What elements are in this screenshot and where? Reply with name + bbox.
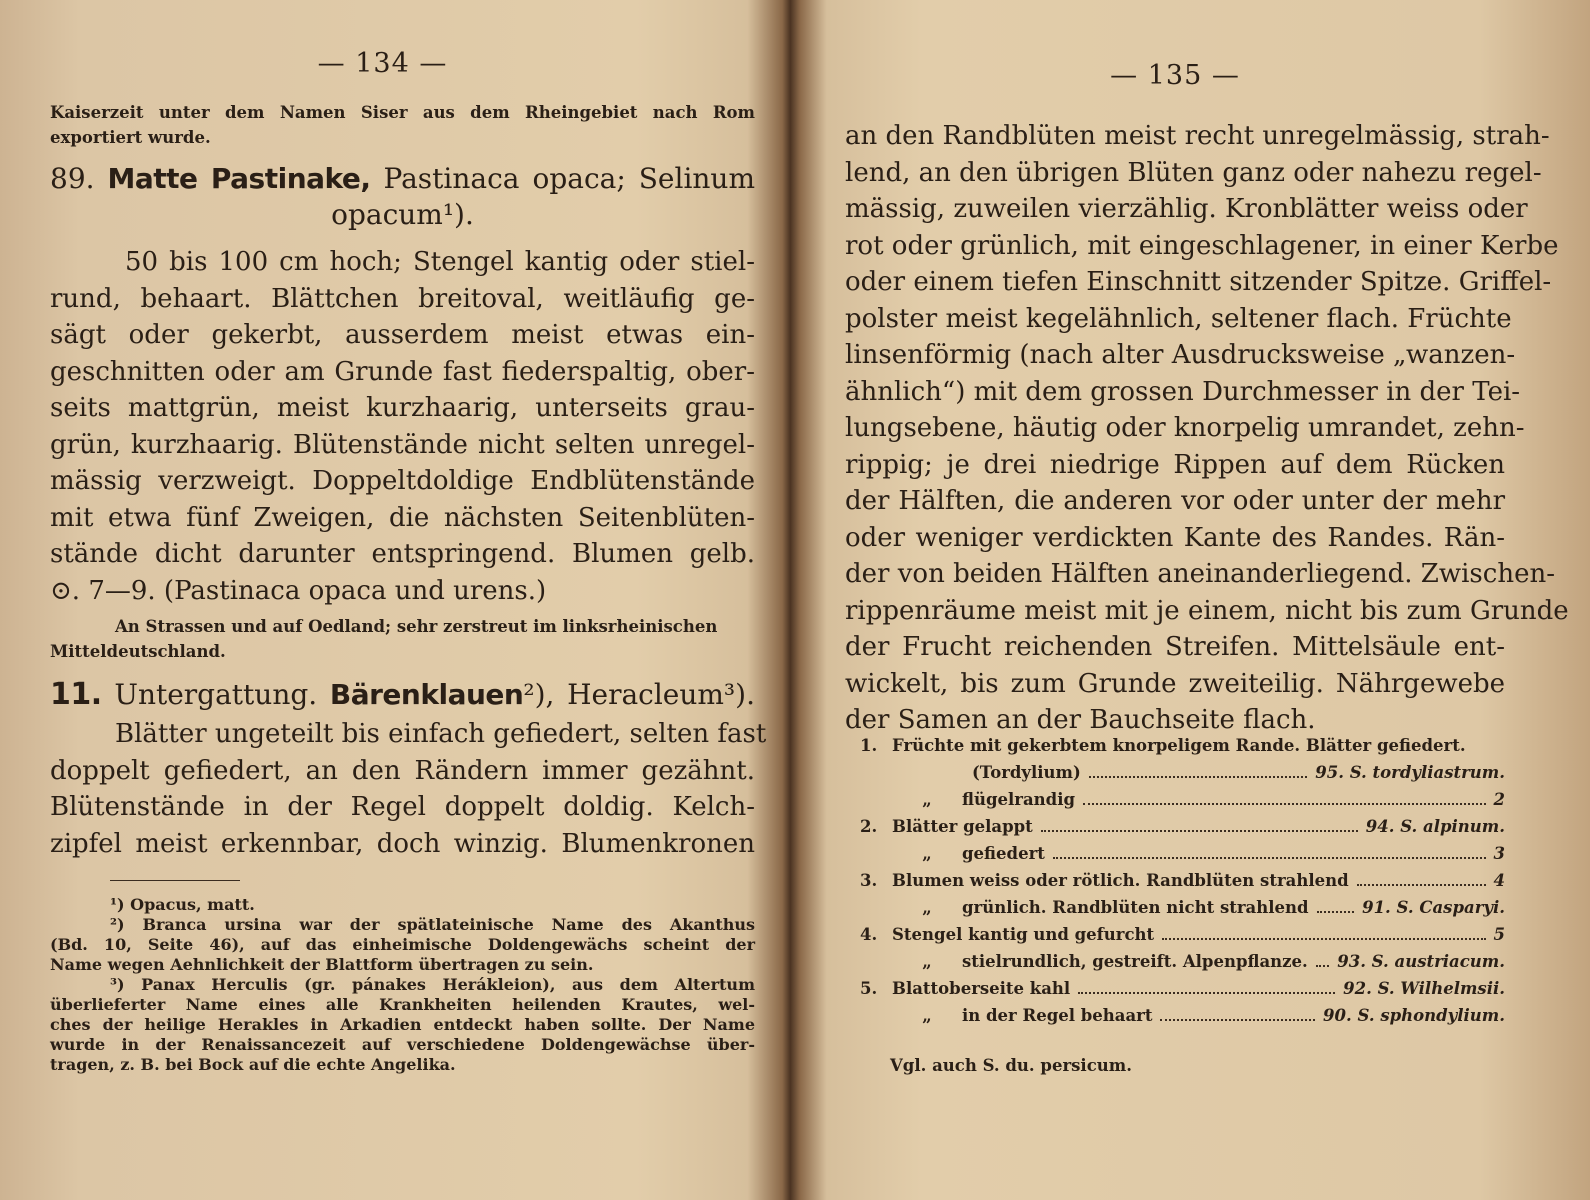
key-leader-dots — [1083, 803, 1485, 805]
key-text: stielrundlich, gestreift. Alpenpflanze. — [962, 952, 1308, 971]
key-text: Stengel kantig und gefurcht — [892, 925, 1155, 944]
intro-paragraph — [50, 100, 755, 150]
body-line: der von beiden Hälften aneinanderliegend. Zwischen- — [845, 559, 1555, 589]
body-line: der Frucht reichenden Streifen. Mittelsäule ent- — [845, 632, 1505, 662]
body-line: rot oder grünlich, mit eingeschlagener, in einer Kerbe — [845, 230, 1559, 261]
key-result: 3 — [1493, 844, 1505, 863]
footnote-3-cont: ches der heilige Herakles in Arkadien entdeckt haben sollte. Der Name — [50, 1015, 755, 1034]
subgenus-description — [50, 716, 767, 862]
desc-line: grün, kurzhaarig. Blütenstände nicht selten unregel- — [50, 429, 755, 460]
subgenus-name: Bärenklauen — [329, 678, 524, 711]
key-result: 92. S. Wilhelmsii. — [1343, 979, 1505, 998]
key-result: 2 — [1493, 790, 1505, 809]
subgenus-heading — [50, 676, 755, 714]
key-row — [860, 894, 1505, 921]
key-text: gefiedert — [962, 844, 1045, 863]
key-row — [860, 840, 1505, 867]
desc-line: geschnitten oder am Grunde fast fiederspaltig, ober- — [50, 356, 755, 387]
body-line: polster meist kegelähnlich, seltener flach. Früchte — [845, 303, 1512, 334]
body-line: der Hälften, die anderen vor oder unter der mehr — [845, 486, 1505, 516]
key-number: 3. — [860, 871, 878, 890]
genus-line: Blätter ungeteilt bis einfach gefiedert, selten fast — [115, 719, 767, 749]
key-leader-dots — [1357, 884, 1486, 886]
footnote-3-cont: tragen, z. B. bei Bock auf die echte Angelika. — [50, 1055, 456, 1074]
key-row — [860, 786, 1505, 813]
species-latin-name: Pastinaca opaca; Selinum — [383, 162, 756, 195]
body-line: oder einem tiefen Einschnitt sitzender Spitze. Griffel- — [845, 267, 1552, 297]
right-page — [845, 0, 1569, 1200]
key-number: 5. — [860, 979, 878, 998]
body-line: lungsebene, häutig oder knorpelig umrandet, zehn- — [845, 413, 1525, 443]
desc-line: mässig verzweigt. Doppeltdoldige Endblütenstände — [50, 466, 755, 496]
body-line: wickelt, bis zum Grunde zweiteilig. Nährgewebe — [845, 668, 1505, 699]
key-number: 2. — [860, 817, 878, 836]
left-page — [50, 0, 767, 1200]
intro-line: exportiert wurde. — [50, 128, 211, 147]
desc-line: seits mattgrün, meist kurzhaarig, unterseits grau- — [50, 393, 755, 423]
key-text: in der Regel behaart — [962, 1006, 1153, 1025]
genus-line: doppelt gefiedert, an den Rändern immer gezähnt. — [50, 755, 755, 786]
key-ditto-mark: „ — [922, 952, 932, 971]
body-line: oder weniger verdickten Kante des Randes. Rän- — [845, 522, 1505, 553]
key-ditto-mark: „ — [922, 790, 932, 809]
key-row — [860, 867, 1505, 894]
key-result: 91. S. Casparyi. — [1362, 898, 1505, 917]
body-line: rippenräume meist mit je einem, nicht bis zum Grunde — [845, 595, 1569, 626]
key-text: Blattoberseite kahl — [892, 979, 1071, 998]
body-line: der Samen an der Bauchseite flach. — [845, 705, 1316, 735]
key-text: Früchte mit gekerbtem knorpeligem Rande. Blätter gefiedert. — [892, 736, 1466, 755]
key-text: Blätter gelappt — [892, 817, 1033, 836]
habitat-line: Mitteldeutschland. — [50, 642, 226, 661]
key-ditto-mark: „ — [922, 898, 932, 917]
determination-key — [860, 732, 1505, 1029]
species-latin-name-cont: opacum¹). — [331, 198, 474, 231]
page-number-134: — 134 — — [317, 48, 448, 79]
habitat-paragraph — [50, 614, 755, 664]
species-89-heading-line — [50, 160, 755, 198]
footnote-3: ³) Panax Herculis (gr. pánakes Herákleion), aus dem Altertum — [110, 975, 755, 994]
species-89-description — [50, 244, 755, 609]
key-result: 95. S. tordyliastrum. — [1315, 763, 1505, 782]
footnote-3-cont: überlieferter Name eines alle Krankheiten heilenden Krautes, wel- — [50, 995, 755, 1014]
genus-description-cont — [845, 118, 1569, 739]
subgenus-heading-line — [50, 676, 755, 714]
subgenus-number: 11. — [50, 677, 102, 712]
key-leader-dots — [1162, 938, 1485, 940]
desc-line: mit etwa fünf Zweigen, die nächsten Seitenblüten- — [50, 502, 755, 533]
body-line: linsenförmig (nach alter Ausdrucksweise „wanzen- — [845, 340, 1516, 370]
footnote-2-cont: (Bd. 10, Seite 46), auf das einheimische Doldengewächs scheint der — [50, 935, 755, 954]
footnotes — [50, 862, 755, 1075]
body-line: an den Randblüten meist recht unregelmässig, strah- — [845, 121, 1550, 151]
key-row — [860, 732, 1505, 759]
key-text: flügelrandig — [962, 790, 1076, 809]
page-number-135: — 135 — — [1110, 60, 1240, 91]
key-number: 4. — [860, 925, 878, 944]
desc-line: stände dicht darunter entspringend. Blumen gelb. — [50, 539, 755, 569]
species-common-name: Matte Pastinake, — [107, 162, 371, 195]
body-line: rippig; je drei niedrige Rippen auf dem Rücken — [845, 449, 1505, 480]
body-line: ähnlich“) mit dem grossen Durchmesser in der Tei- — [845, 376, 1521, 407]
footnote-2-cont: Name wegen Aehnlichkeit der Blattform übertragen zu sein. — [50, 955, 594, 974]
key-result: 94. S. alpinum. — [1365, 817, 1505, 836]
key-row — [860, 921, 1505, 948]
subgenus-label: Untergattung. — [114, 678, 318, 711]
desc-line: ⊙. 7—9. (Pastinaca opaca und urens.) — [50, 575, 547, 606]
key-row — [860, 1002, 1505, 1029]
key-leader-dots — [1316, 965, 1329, 967]
key-number: 1. — [860, 736, 878, 755]
desc-line: rund, behaart. Blättchen breitoval, weitläufig ge- — [50, 283, 755, 314]
see-also-text: Vgl. auch S. du. persicum. — [890, 1056, 1132, 1075]
key-row — [860, 975, 1505, 1002]
footnote-3-cont: wurde in der Renaissancezeit auf verschiedene Doldengewächse über- — [50, 1035, 755, 1054]
footnote-2: ²) Branca ursina war der spätlateinische Name des Akanthus — [110, 915, 755, 934]
key-ditto-mark: „ — [922, 844, 932, 863]
key-result: 4 — [1493, 871, 1505, 890]
body-line: mässig, zuweilen vierzählig. Kronblätter weiss oder — [845, 194, 1528, 224]
footnote-1: ¹) Opacus, matt. — [110, 895, 255, 914]
genus-line: zipfel meist erkennbar, doch winzig. Blumenkronen — [50, 828, 755, 859]
key-text: Blumen weiss oder rötlich. Randblüten strahlend — [892, 871, 1349, 890]
species-89-heading — [50, 160, 755, 234]
key-leader-dots — [1053, 857, 1486, 859]
key-leader-dots — [1089, 776, 1307, 778]
key-result: 5 — [1493, 925, 1505, 944]
body-line: lend, an den übrigen Blüten ganz oder nahezu regel- — [845, 157, 1542, 188]
key-row — [860, 759, 1505, 786]
key-result: 90. S. sphondylium. — [1323, 1006, 1505, 1025]
key-leader-dots — [1317, 911, 1355, 913]
see-also-note — [890, 1052, 1505, 1079]
habitat-line: An Strassen und auf Oedland; sehr zerstreut im linksrheinischen — [115, 617, 718, 636]
key-leader-dots — [1078, 992, 1335, 994]
footnote-divider — [110, 880, 240, 881]
key-leader-dots — [1041, 830, 1358, 832]
key-row — [860, 948, 1505, 975]
species-number: 89. — [50, 162, 95, 195]
desc-line: 50 bis 100 cm hoch; Stengel kantig oder stiel- — [125, 247, 755, 277]
genus-line: Blütenstände in der Regel doppelt doldig. Kelch- — [50, 792, 755, 822]
key-result: 93. S. austriacum. — [1337, 952, 1505, 971]
desc-line: sägt oder gekerbt, ausserdem meist etwas ein- — [50, 320, 755, 350]
key-text: grünlich. Randblüten nicht strahlend — [962, 898, 1309, 917]
key-leader-dots — [1160, 1019, 1315, 1021]
intro-line: Kaiserzeit unter dem Namen Siser aus dem Rheingebiet nach Rom — [50, 103, 755, 122]
subgenus-latin: ²), Heracleum³). — [523, 678, 755, 711]
key-row — [860, 813, 1505, 840]
key-text: (Tordylium) — [972, 763, 1081, 782]
key-ditto-mark: „ — [922, 1006, 932, 1025]
